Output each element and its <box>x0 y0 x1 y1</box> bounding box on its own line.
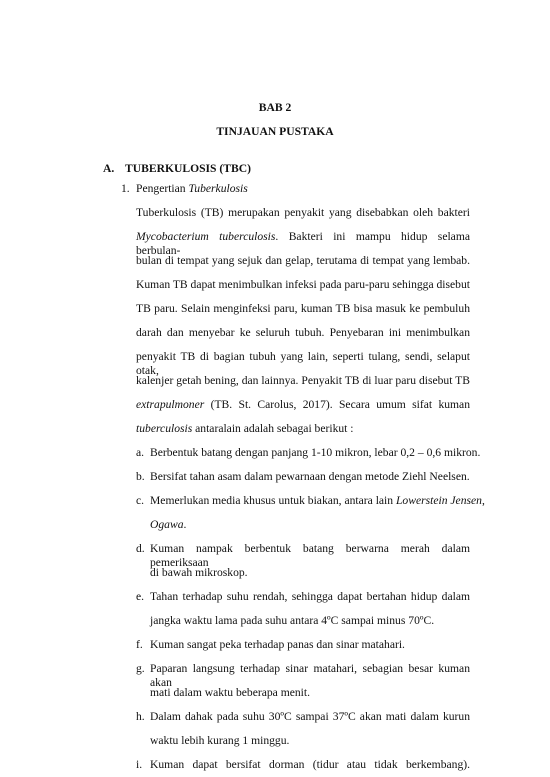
list-item-text: Ogawa. <box>150 518 187 531</box>
list-item-text: mati dalam waktu beberapa menit. <box>150 686 310 699</box>
list-marker: f. <box>136 638 143 651</box>
list-item-text: Paparan langsung terhadap sinar matahari, sebagian besar kuman akan <box>150 662 470 689</box>
list-item-text: Berbentuk batang dengan panjang 1-10 mikron, lebar 0,2 – 0,6 mikron. <box>150 446 481 459</box>
section-title: TUBERKULOSIS (TBC) <box>125 162 251 175</box>
list-item-text: Memerlukan media khusus untuk biakan, antara lain Lowerstein Jensen, <box>150 494 485 507</box>
list-item-text: jangka waktu lama pada suhu antara 4ºC sampai minus 70ºC. <box>150 614 435 627</box>
paragraph-line: darah dan menyebar ke seluruh tubuh. Penyebaran ini menimbulkan <box>136 326 470 339</box>
list-marker: a. <box>136 446 145 459</box>
paragraph-line: penyakit TB di bagian tubuh yang lain, seperti tulang, sendi, selaput otak, <box>136 350 470 377</box>
list-item-text: waktu lebih kurang 1 minggu. <box>150 734 290 747</box>
list-marker: d. <box>136 542 145 555</box>
list-marker: e. <box>136 590 145 603</box>
paragraph-line: TB paru. Selain menginfeksi paru, kuman TB bisa masuk ke pembuluh <box>136 302 470 315</box>
paragraph-line: Kuman TB dapat menimbulkan infeksi pada paru-paru sehingga disebut <box>136 278 470 291</box>
section-marker: A. <box>103 162 115 175</box>
paragraph-line: Tuberkulosis (TB) merupakan penyakit yang disebabkan oleh bakteri <box>136 206 470 219</box>
list-marker: h. <box>136 710 145 723</box>
paragraph-line: Mycobacterium tuberculosis. Bakteri ini mampu hidup selama berbulan- <box>136 230 470 257</box>
list-item-text: Kuman sangat peka terhadap panas dan sinar matahari. <box>150 638 405 651</box>
subsection-marker: 1. <box>121 182 130 195</box>
list-item-text: Bersifat tahan asam dalam pewarnaan dengan metode Ziehl Neelsen. <box>150 470 470 483</box>
paragraph-line: bulan di tempat yang sejuk dan gelap, terutama di tempat yang lembab. <box>136 254 470 267</box>
list-item-text: Dalam dahak pada suhu 30ºC sampai 37ºC akan mati dalam kurun <box>150 710 470 723</box>
chapter-number: BAB 2 <box>258 101 292 114</box>
list-marker: b. <box>136 470 145 483</box>
paragraph-line: kalenjer getah bening, dan lainnya. Penyakit TB di luar paru disebut TB <box>136 374 470 387</box>
list-item-text: Kuman dapat bersifat dorman (tidur atau tidak berkembang). <box>150 758 470 771</box>
paragraph-line: extrapulmoner (TB. St. Carolus, 2017). Secara umum sifat kuman <box>136 398 470 411</box>
chapter-title: TINJAUAN PUSTAKA <box>216 125 334 138</box>
subsection-title: Pengertian Tuberkulosis <box>136 182 248 195</box>
list-item-text: di bawah mikroskop. <box>150 566 248 579</box>
list-marker: i. <box>136 758 143 771</box>
list-marker: g. <box>136 662 145 675</box>
list-item-text: Kuman nampak berbentuk batang berwarna merah dalam pemeriksaan <box>150 542 470 569</box>
paragraph-line: tuberculosis antaralain adalah sebagai berikut : <box>136 422 354 435</box>
list-marker: c. <box>136 494 145 507</box>
list-item-text: Tahan terhadap suhu rendah, sehingga dapat bertahan hidup dalam <box>150 590 470 603</box>
